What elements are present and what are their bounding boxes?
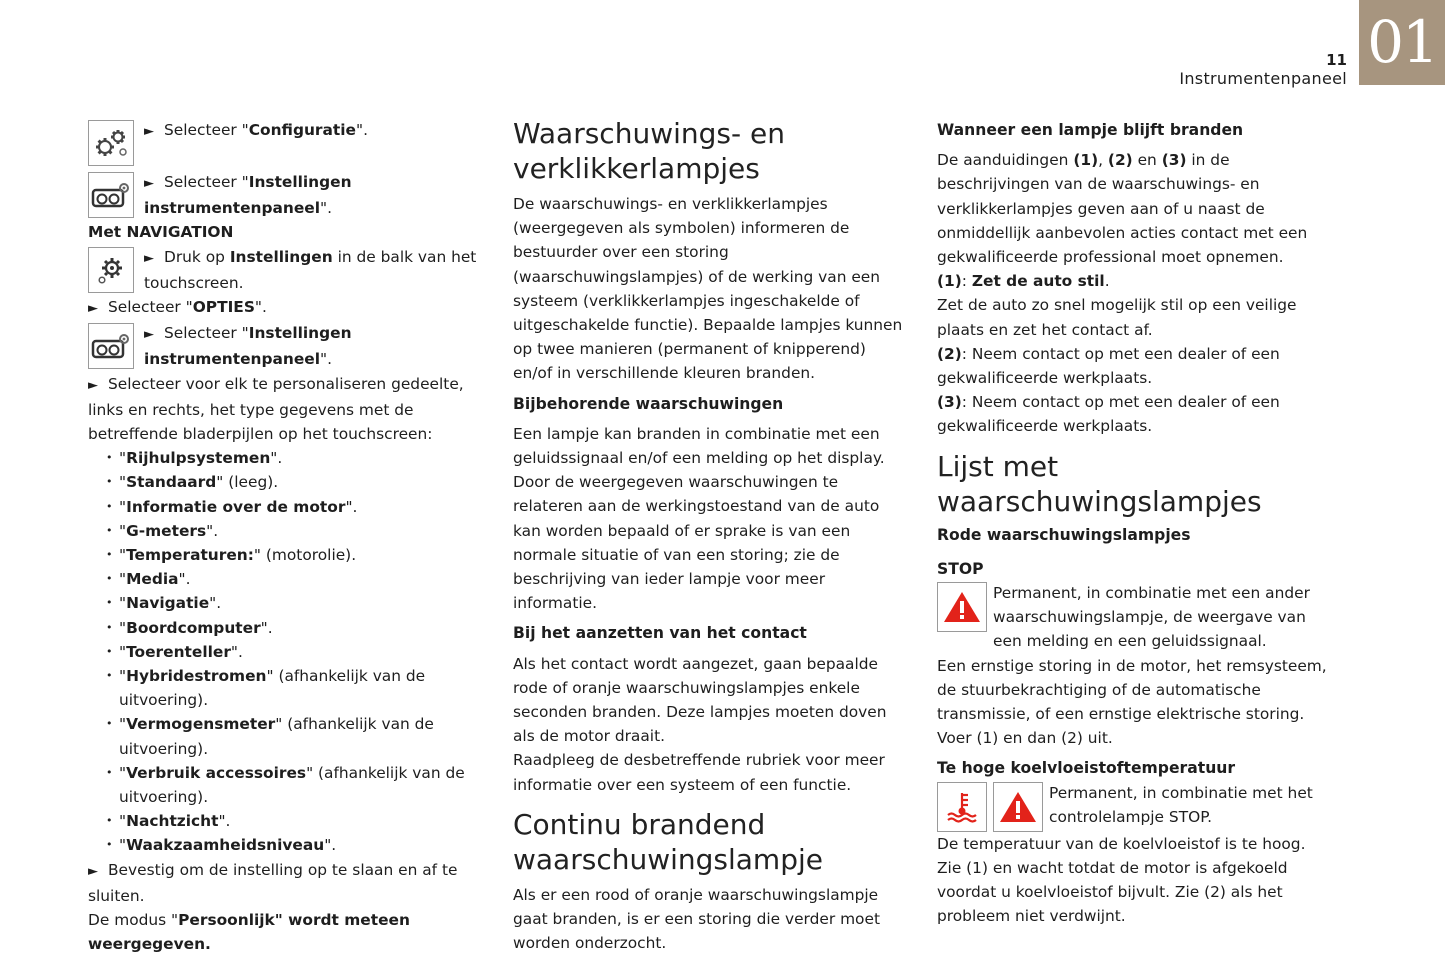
step-settings: ► Druk op Instellingen in de balk van het touchscreen. <box>88 245 488 295</box>
step-personalise: ► Selecteer voor elk te personaliseren gedeelte, links en rechts, het type gegevens met de betreffende bladerpijlen op het touchscreen: <box>88 374 464 444</box>
quote: " <box>119 642 127 661</box>
quote: " <box>119 763 127 782</box>
text-bold: (3) <box>1161 151 1187 170</box>
options-list <box>88 446 488 857</box>
heading-continuous-lamp: Continu brandend waarschuwingslampje <box>513 807 823 876</box>
text-bold: (1) <box>937 272 962 291</box>
instrument-cluster-icon <box>88 323 134 369</box>
list-item-note: ". <box>206 521 219 540</box>
text: en <box>1132 151 1162 170</box>
list-item <box>106 640 488 664</box>
text: : <box>961 272 972 291</box>
list-item-label: Waakzaamheidsniveau <box>126 836 325 855</box>
text: ". <box>320 199 332 218</box>
list-item <box>106 833 488 857</box>
quote: " <box>119 667 127 686</box>
paragraph: Raadpleeg de desbetreffende rubriek voor meer informatie over een systeem of een functie. <box>513 751 885 794</box>
heading-lamp-stays-on: Wanneer een lampje blijft branden <box>937 121 1244 139</box>
quote: " <box>119 618 127 637</box>
heading-warning-lamps: Waarschuwings- en verklikkerlampjes <box>513 117 785 185</box>
nav-heading: Met NAVIGATION <box>88 223 234 242</box>
text-bold: (2) <box>1107 151 1133 170</box>
paragraph: Een lampje kan branden in combinatie met een geluidssignaal en/of een melding op het display. <box>513 424 885 468</box>
list-item-label: Rijhulpsystemen <box>126 449 271 468</box>
list-item <box>106 664 488 712</box>
text: Selecteer " <box>164 173 249 191</box>
column-2 <box>513 116 908 955</box>
list-item-note: " (afhankelijk van de uitvoering). <box>119 715 434 758</box>
text-bold: (2) <box>937 344 962 363</box>
column-1 <box>88 118 488 957</box>
warning-triangle-icon <box>937 582 987 632</box>
text: De aanduidingen <box>937 151 1074 170</box>
heading-associated-warnings: Bijbehorende waarschuwingen <box>513 394 784 413</box>
paragraph: De temperatuur van de koelvloeistof is te hoog. <box>937 834 1306 853</box>
paragraph: Zet de auto zo snel mogelijk stil op een veilige plaats en zet het contact af. <box>937 296 1297 339</box>
step-cluster-settings: ► Selecteer "Instellingen instrumentenpaneel". <box>88 170 488 220</box>
text: De modus " <box>88 911 179 930</box>
list-item-label: Hybridestromen <box>126 667 267 686</box>
list-item <box>106 495 488 519</box>
step-options: ► Selecteer "OPTIES". <box>88 298 267 317</box>
paragraph: Als het contact wordt aangezet, gaan bepaalde rode of oranje waarschuwingslampjes enkele seconden branden. Deze lampjes moeten doven als de motor draait. <box>513 654 887 746</box>
text: : Neem contact op met een dealer of een gekwalificeerde werkplaats. <box>937 344 1280 388</box>
text: ". <box>254 298 267 317</box>
list-item-label: Toerenteller <box>126 642 231 661</box>
list-item-note: " (leeg). <box>216 473 279 492</box>
list-item <box>106 591 488 615</box>
heading-stop: STOP <box>937 559 984 578</box>
step-confirm: ► Bevestig om de instelling op te slaan en af te sluiten. <box>88 860 458 905</box>
quote: " <box>119 497 127 516</box>
list-item-note: " (afhankelijk van de uitvoering). <box>119 763 465 807</box>
text: Selecteer " <box>164 121 249 139</box>
chapter-tab: 01 <box>1359 0 1445 85</box>
list-item <box>106 446 488 470</box>
quote: " <box>119 449 127 468</box>
text: Selecteer " <box>164 324 249 343</box>
list-item-label: Temperaturen: <box>126 546 254 565</box>
quote: " <box>119 836 127 855</box>
list-item-note: " (afhankelijk van de uitvoering). <box>119 667 426 710</box>
text: . <box>1104 272 1110 291</box>
page-number: 11 <box>1326 51 1347 69</box>
paragraph: Als er een rood of oranje waarschuwingslampje gaat branden, is er een storing die verder moet worden onderzocht. <box>513 885 880 953</box>
list-item-label: G-meters <box>126 521 207 540</box>
paragraph: De waarschuwings- en verklikkerlampjes (weergegeven als symbolen) informeren de bestuurder over een storing (waarschuwingslampjes) of de werking van een systeem (verklikkerlampjes ingeschakelde of uitgeschakelde functie). Bepaalde lampjes kunnen op twee manieren (permanent of knipperend) en/of in verschillende kleuren branden. <box>513 195 903 383</box>
text-bold: Instellingen instrumentenpaneel <box>144 173 352 218</box>
instrument-cluster-icon <box>88 172 134 218</box>
heading-ignition: Bij het aanzetten van het contact <box>513 624 807 643</box>
list-item-note: ". <box>260 618 273 637</box>
text: Druk op <box>164 247 230 266</box>
stop-lamp-block <box>937 581 1337 654</box>
list-item-label: Standaard <box>126 473 217 492</box>
text-bold: Instellingen <box>229 247 333 266</box>
column-3 <box>937 118 1337 928</box>
coolant-temperature-icon <box>937 782 987 832</box>
text: in de beschrijvingen van de waarschuwings- en verklikkerlampjes geven aan of u naast de onmiddellijk aanbevolen acties contact met een gekwalificeerde professional moet opnemen. <box>937 151 1308 267</box>
quote: " <box>119 521 127 540</box>
paragraph <box>937 148 1337 269</box>
list-item-label: Navigatie <box>126 594 210 613</box>
list-item-label: Vermogensmeter <box>126 715 276 734</box>
text: ". <box>355 121 368 139</box>
quote: " <box>119 546 127 565</box>
paragraph: Permanent, in combinatie met een ander waarschuwingslampje, de weergave van een melding en een geluidssignaal. <box>993 584 1310 651</box>
gear-settings-icon <box>88 247 134 293</box>
list-item-note: ". <box>218 812 231 831</box>
list-item <box>106 470 488 494</box>
section-title: Instrumentenpaneel <box>1179 69 1347 88</box>
text-bold: OPTIES <box>192 298 255 317</box>
text: , <box>1098 151 1108 170</box>
heading-coolant: Te hoge koelvloeistoftemperatuur <box>937 759 1236 778</box>
list-item <box>106 761 488 809</box>
list-item <box>106 543 488 567</box>
list-item-label: Verbruik accessoires <box>126 763 307 782</box>
paragraph: Door de weergegeven waarschuwingen te relateren aan de werkingstoestand van de auto kan worden bepaald of er sprake is van een normale situatie of van een storing; zie de beschrijving van ieder lampje voor meer informatie. <box>513 473 880 613</box>
coolant-lamp-block <box>937 781 1337 832</box>
list-item-note: ". <box>209 594 222 613</box>
list-item <box>106 616 488 640</box>
quote: " <box>119 715 127 734</box>
list-item <box>106 567 488 591</box>
list-item-label: Informatie over de motor <box>126 497 346 516</box>
list-item-note: ". <box>178 570 191 589</box>
paragraph: Een ernstige storing in de motor, het remsysteem, de stuurbekrachtiging of de automatische transmissie, of een ernstige elektrische storing. <box>937 656 1327 724</box>
text: Selecteer " <box>108 298 193 317</box>
list-item <box>106 519 488 543</box>
quote: " <box>119 570 127 589</box>
text: in de balk van het touchscreen. <box>144 247 477 292</box>
list-item <box>106 712 488 760</box>
list-item-label: Nachtzicht <box>126 812 219 831</box>
step-configuration: ► Selecteer "Configuratie". <box>88 118 488 168</box>
text-bold: Zet de auto stil <box>971 272 1105 291</box>
list-item-note: ". <box>324 836 337 855</box>
heading-red-lamps: Rode waarschuwingslampjes <box>937 525 1191 544</box>
quote: " <box>119 473 127 492</box>
text-bold: Instellingen instrumentenpaneel <box>144 324 352 369</box>
legend-2 <box>937 342 1337 390</box>
list-item <box>106 809 488 833</box>
list-item-note: ". <box>345 497 358 516</box>
legend-3 <box>937 390 1337 438</box>
text: : Neem contact op met een dealer of een gekwalificeerde werkplaats. <box>937 393 1280 436</box>
paragraph: Voer (1) en dan (2) uit. <box>937 729 1113 748</box>
paragraph: Zie (1) en wacht totdat de motor is afgekoeld voordat u koelvloeistof bijvult. Zie (2) als het probleem niet verdwijnt. <box>937 858 1288 926</box>
text: ". <box>320 350 332 369</box>
heading-lamp-list: Lijst met waarschuwingslampjes <box>937 449 1262 518</box>
text: Bevestig om de instelling op te slaan en af te sluiten. <box>88 860 458 905</box>
paragraph: Permanent, in combinatie met het controlelampje STOP. <box>1049 783 1313 826</box>
text-bold: Persoonlijk" wordt meteen weergegeven. <box>88 911 410 954</box>
text: Selecteer voor elk te personaliseren gedeelte, links en rechts, het type gegevens met de betreffende bladerpijlen op het touchscreen: <box>88 374 464 444</box>
quote: " <box>119 812 127 831</box>
list-item-note: " (motorolie). <box>253 546 357 565</box>
gears-icon <box>88 120 134 166</box>
legend-1 <box>937 269 1337 293</box>
list-item-note: ". <box>230 642 243 661</box>
final-note <box>88 908 488 956</box>
text-bold: Configuratie <box>248 121 356 139</box>
list-item-note: ". <box>270 449 283 468</box>
text-bold: (3) <box>937 393 962 412</box>
step-cluster-settings-2: ► Selecteer "Instellingen instrumentenpaneel". <box>88 321 488 371</box>
list-item-label: Boordcomputer <box>126 618 261 637</box>
list-item-label: Media <box>126 570 179 589</box>
quote: " <box>119 594 127 613</box>
warning-triangle-icon <box>993 782 1043 832</box>
text-bold: (1) <box>1073 151 1099 170</box>
